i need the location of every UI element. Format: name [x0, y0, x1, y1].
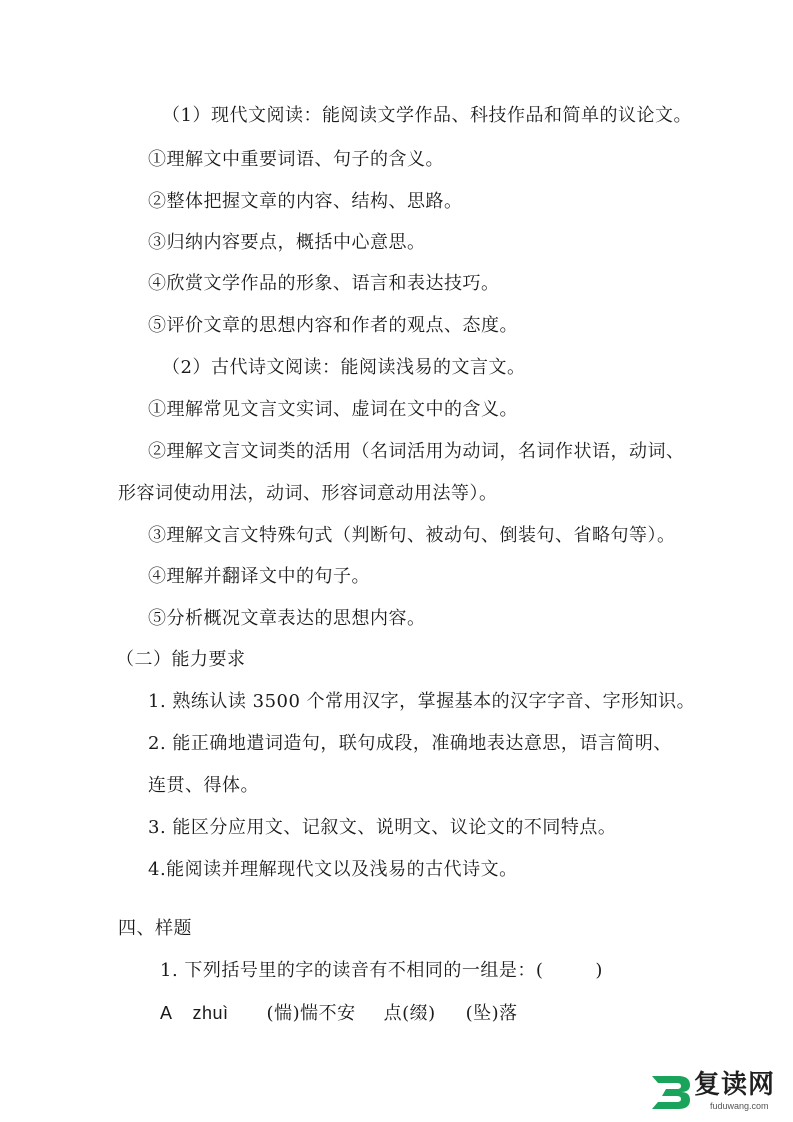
- question-1-answer-close: ): [595, 960, 603, 981]
- logo-name: 复读网: [694, 1070, 776, 1100]
- section-sample-heading: 四、样题: [118, 918, 192, 939]
- item-classical-4: ④理解并翻译文中的句子。: [148, 566, 370, 587]
- section-ability-heading: （二）能力要求: [116, 649, 246, 670]
- question-1: [160, 959, 603, 983]
- ability-item-3: 3. 能区分应用文、记叙文、说明文、议论文的不同特点。: [148, 817, 617, 838]
- item-modern-5: ⑤评价文章的思想内容和作者的观点、态度。: [148, 315, 518, 336]
- item-modern-3: ③归纳内容要点，概括中心意思。: [148, 232, 426, 253]
- item-classical-1: ①理解常见文言文实词、虚词在文中的含义。: [148, 399, 518, 420]
- item-classical-3: ③理解文言文特殊句式（判断句、被动句、倒装句、省略句等）。: [148, 525, 676, 546]
- item-modern-2: ②整体把握文章的内容、结构、思路。: [148, 191, 463, 212]
- ability-item-1: 1. 熟练认读 3500 个常用汉字，掌握基本的汉字字音、字形知识。: [148, 691, 696, 712]
- ability-item-2: 2. 能正确地遣词造句，联句成段，准确地表达意思，语言简明、: [148, 733, 672, 754]
- section-modern-reading: （1）现代文阅读：能阅读文学作品、科技作品和简单的议论文。: [162, 105, 692, 126]
- logo-mark-icon: [648, 1072, 694, 1112]
- option-a: [160, 1001, 518, 1026]
- item-modern-1: ①理解文中重要词语、句子的含义。: [148, 149, 444, 170]
- option-a-label: A: [160, 1003, 173, 1023]
- item-classical-2: ②理解文言文词类的活用（名词活用为动词，名词作状语，动词、: [148, 441, 685, 462]
- ability-item-4: 4.能阅读并理解现代文以及浅易的古代诗文。: [148, 859, 518, 880]
- option-a-word-3: (坠)落: [465, 1003, 518, 1024]
- watermark-logo: [648, 1068, 788, 1116]
- item-classical-5: ⑤分析概况文章表达的思想内容。: [148, 608, 426, 629]
- option-a-word-2: 点(缀): [383, 1003, 436, 1024]
- section-classical-reading: （2）古代诗文阅读：能阅读浅易的文言文。: [162, 357, 526, 378]
- option-a-pinyin: zhuì: [192, 1003, 229, 1023]
- logo-url: fuduwang.com: [710, 1101, 769, 1111]
- ability-item-2-cont: 连贯、得体。: [148, 775, 259, 796]
- option-a-word-1: (惴)惴不安: [266, 1003, 356, 1024]
- item-classical-2-cont: 形容词使动用法，动词、形容词意动用法等）。: [118, 483, 498, 504]
- question-1-text: 1. 下列括号里的字的读音有不相同的一组是：(: [160, 960, 544, 981]
- item-modern-4: ④欣赏文学作品的形象、语言和表达技巧。: [148, 273, 500, 294]
